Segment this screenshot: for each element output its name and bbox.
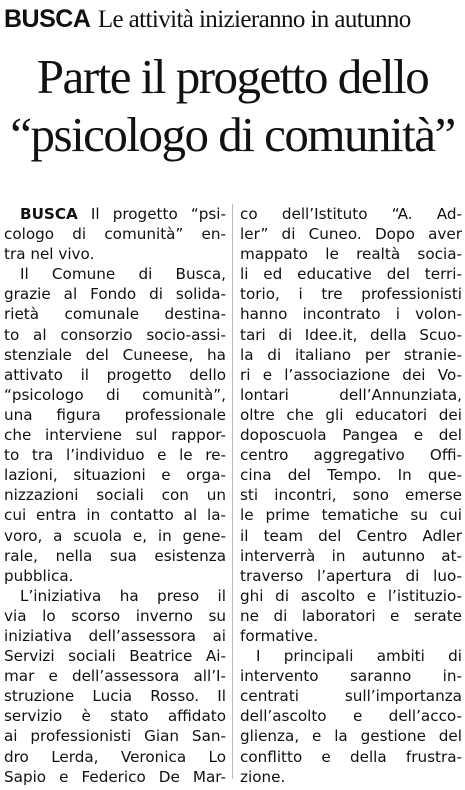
headline (4, 48, 461, 164)
text-line: che interviene sul rappor- (4, 426, 226, 445)
text-line: grazie al Fondo di solida- (4, 285, 226, 304)
text-line: la di italiano per stranie- (240, 345, 462, 364)
text-line: nizzazioni sociali con un (4, 486, 226, 505)
text-line: voro, a scuola e, in gene- (4, 526, 226, 545)
text-line: ri e l’associazione dei Vo- (240, 365, 462, 384)
text-line: co dell’Istituto “A. Ad- (240, 205, 462, 223)
text-line: intervento saranno in- (240, 667, 462, 686)
text-line: via lo scorso inverno su (4, 606, 226, 625)
text-line: struzione Lucia Rosso. Il (4, 687, 226, 706)
text-line: to al consorzio socio-assi- (4, 325, 226, 344)
text-line: le prime tematiche su cui (240, 506, 462, 525)
text-line: rietà comunale destina- (4, 305, 226, 324)
text-line: ai professionisti Gian San- (4, 727, 226, 746)
text-line: stenziale del Cuneese, ha (4, 345, 226, 364)
kicker-subtitle: Le attività inizieranno in autunno (97, 6, 411, 33)
text-line: tra nel vivo. (4, 245, 95, 264)
kicker-place: BUSCA (4, 5, 91, 33)
text-line: li ed educative del terri- (240, 265, 462, 284)
text-line: cina del Tempo. In que- (240, 466, 462, 485)
text-line: “psicologo di comunità”, (4, 385, 226, 404)
text-line: Sapio e Federico De Mar- (4, 767, 226, 786)
text-line: formative. (240, 626, 319, 645)
text-line: ne di laboratori e serate (240, 606, 462, 625)
lead-dateline: BUSCA (20, 205, 78, 223)
text-line: interverrà in autunno at- (240, 546, 462, 565)
text-line: cui entra in contatto al la- (4, 506, 226, 525)
kicker (4, 4, 461, 38)
text-fragment: Il progetto “psi- (77, 205, 226, 223)
text-line: hanno incontrato i volon- (240, 305, 462, 324)
headline-line-1: Parte il progetto dello (36, 49, 429, 104)
text-line: rale, nella sua esistenza (4, 546, 226, 565)
text-line: Il Comune di Busca, (20, 265, 226, 284)
text-line: lontari dell’Annunziata, (240, 385, 462, 404)
text-line: torio, i tre professionisti (240, 285, 462, 304)
text-line: Servizi sociali Beatrice Ai- (4, 647, 226, 666)
headline-line-2: “psicologo di comunità” (10, 107, 455, 162)
text-line: dro Lerda, Veronica Lo (4, 747, 226, 766)
text-line: attivato il progetto dello (4, 365, 226, 384)
text-line: to tra l’individuo e le re- (4, 446, 226, 465)
text-line: centrati sull’importanza (240, 687, 462, 706)
article-column-2 (240, 204, 462, 787)
text-line: glienza, e la gestione del (240, 727, 462, 746)
text-line: una figura professionale (4, 405, 226, 424)
text-line: ler” di Cuneo. Dopo aver (240, 225, 462, 244)
text-line: centro aggregativo Offi- (240, 446, 462, 465)
text-line: iniziativa dell’assessora ai (4, 626, 226, 645)
text-line: cologo di comunità” en- (4, 225, 226, 244)
text-line: conflitto e della frustra- (240, 747, 462, 766)
text-line: il team del Centro Adler (240, 526, 462, 545)
text-line: sti incontri, sono emerse (240, 486, 462, 505)
text-line: servizio è stato affidato (4, 707, 226, 726)
text-line: pubblica. (4, 566, 74, 585)
text-line: I principali ambiti di (256, 647, 462, 666)
text-line: dell’ascolto e dell’acco- (240, 707, 462, 726)
text-line: zione. (240, 767, 286, 786)
text-line: oltre che gli educatori dei (240, 405, 462, 424)
text-line: L’iniziativa ha preso il (20, 586, 226, 605)
text-line: ghi di ascolto e l’istituzio- (240, 586, 462, 605)
text-line: mar e dell’assessora all’I- (4, 667, 226, 686)
article-column-1 (4, 204, 226, 787)
text-line: mappato le realtà socia- (240, 245, 462, 264)
text-line: lazioni, situazioni e orga- (4, 466, 226, 485)
text-line: doposcuola Pangea e del (240, 426, 462, 445)
column-divider (232, 204, 233, 779)
text-line: tari di Idee.it, della Scuo- (240, 325, 462, 344)
text-line: traverso l’apertura di luo- (240, 566, 462, 585)
text-line (4, 204, 226, 224)
